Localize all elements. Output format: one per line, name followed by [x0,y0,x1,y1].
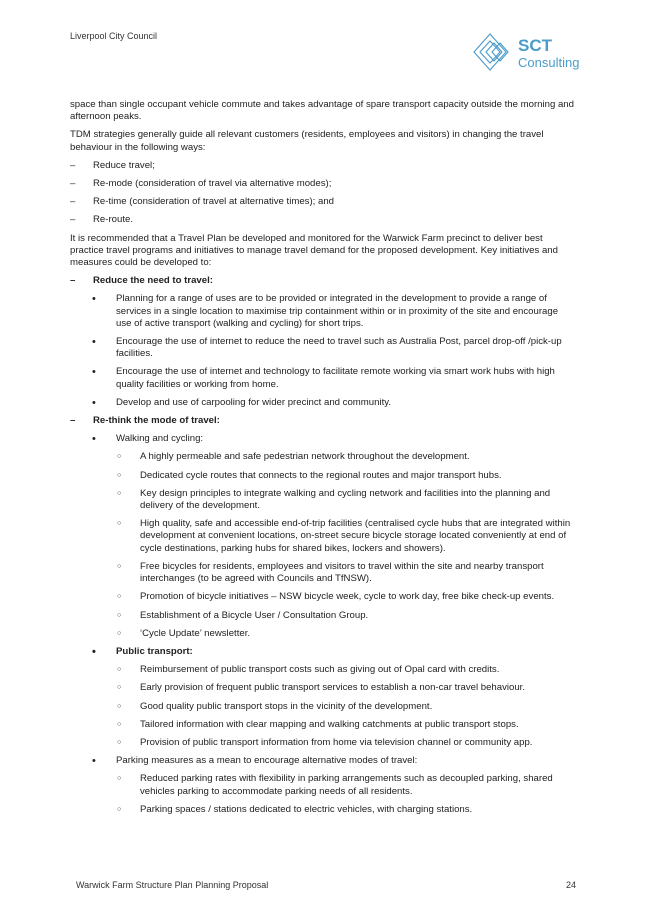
page-number: 24 [565,880,576,890]
logo-sct-text: SCT [518,36,552,55]
tdm-way-item: – Re-time (consideration of travel at alternative times); and [70,196,575,208]
walking-item: ○ Dedicated cycle routes that connects to the regional routes and major transport hubs. [70,470,575,482]
walking-item: ○ Establishment of a Bicycle User / Consultation Group. [70,610,575,622]
walking-item: ○ Free bicycles for residents, employees and visitors to travel within the site and nearby transport interchanges (to be agreed with Councils and TfNSW). [70,561,575,585]
tdm-way-item: – Re-route. [70,214,575,226]
public-transport-item: ○ Provision of public transport information from home via television channel or community app. [70,737,575,749]
tdm-paragraph: TDM strategies generally guide all relevant customers (residents, employees and visitors) in changing the travel behaviour in the following ways: [70,129,544,153]
footer-title: Warwick Farm Structure Plan Planning Proposal [76,880,269,890]
reduce-item: • Encourage the use of internet and technology to facilitate remote working via smart work hubs with high quality facilities or working from home. [70,366,575,390]
public-transport-item: ○ Early provision of frequent public transport services to establish a non-car travel behaviour. [70,682,575,694]
rethink-heading: – Re-think the mode of travel: [70,415,575,427]
parking-measures-label: • Parking measures as a mean to encourage alternative modes of travel: [70,755,575,767]
reduce-item: • Develop and use of carpooling for wider precinct and community. [70,397,575,409]
public-transport-item: ○ Good quality public transport stops in the vicinity of the development. [70,701,575,713]
tdm-way-item: – Re-mode (consideration of travel via alternative modes); [70,178,575,190]
sct-consulting-logo [472,28,588,76]
parking-item: ○ Reduced parking rates with flexibility in parking arrangements such as decoupled parking, shared vehicles parking to accommodate parking needs of all residents. [70,773,575,797]
intro-paragraph: space than single occupant vehicle commute and takes advantage of spare transport capacity outside the morning and afternoon peaks. [70,99,574,123]
public-transport-item: ○ Tailored information with clear mapping and walking catchments at public transport stops. [70,719,575,731]
header-org: Liverpool City Council [70,31,158,41]
walking-cycling-label: • Walking and cycling: [70,433,575,445]
document-body [70,99,575,822]
parking-item: ○ Parking spaces / stations dedicated to electric vehicles, with charging stations. [70,804,575,816]
travel-plan-paragraph: It is recommended that a Travel Plan be developed and monitored for the Warwick Farm precinct to deliver best practice travel programs and initiatives to manage travel demand for the proposed development. Key initiatives and measures could be developed to: [70,232,558,269]
walking-item: ○ Key design principles to integrate walking and cycling network and facilities into the planning and delivery of the development. [70,488,575,512]
reduce-item: • Encourage the use of internet to reduce the need to travel such as Australia Post, parcel drop-off /pick-up facilities. [70,336,575,360]
walking-item: ○ High quality, safe and accessible end-of-trip facilities (centralised cycle hubs that are integrated within development at convenient locations, on-street secure bicycle storage located conveniently at end of cycle destinations, parking hubs for shared bikes, lockers and showers). [70,518,575,555]
walking-item: ○ ‘Cycle Update’ newsletter. [70,628,575,640]
public-transport-item: ○ Reimbursement of public transport costs such as giving out of Opal card with credits. [70,664,575,676]
logo-consulting-text: Consulting [518,55,580,70]
tdm-way-item: – Reduce travel; [70,160,575,172]
public-transport-label: • Public transport: [70,646,575,658]
reduce-heading: – Reduce the need to travel: [70,275,575,287]
walking-item: ○ A highly permeable and safe pedestrian network throughout the development. [70,451,575,463]
walking-item: ○ Promotion of bicycle initiatives – NSW bicycle week, cycle to work day, free bike check-up events. [70,591,575,603]
reduce-item: • Planning for a range of uses are to be provided or integrated in the development to provide a range of services in a single location to maximise trip containment within or in proximity of the site and encourage use of active transport (walking and cycling) for short trips. [70,293,575,330]
